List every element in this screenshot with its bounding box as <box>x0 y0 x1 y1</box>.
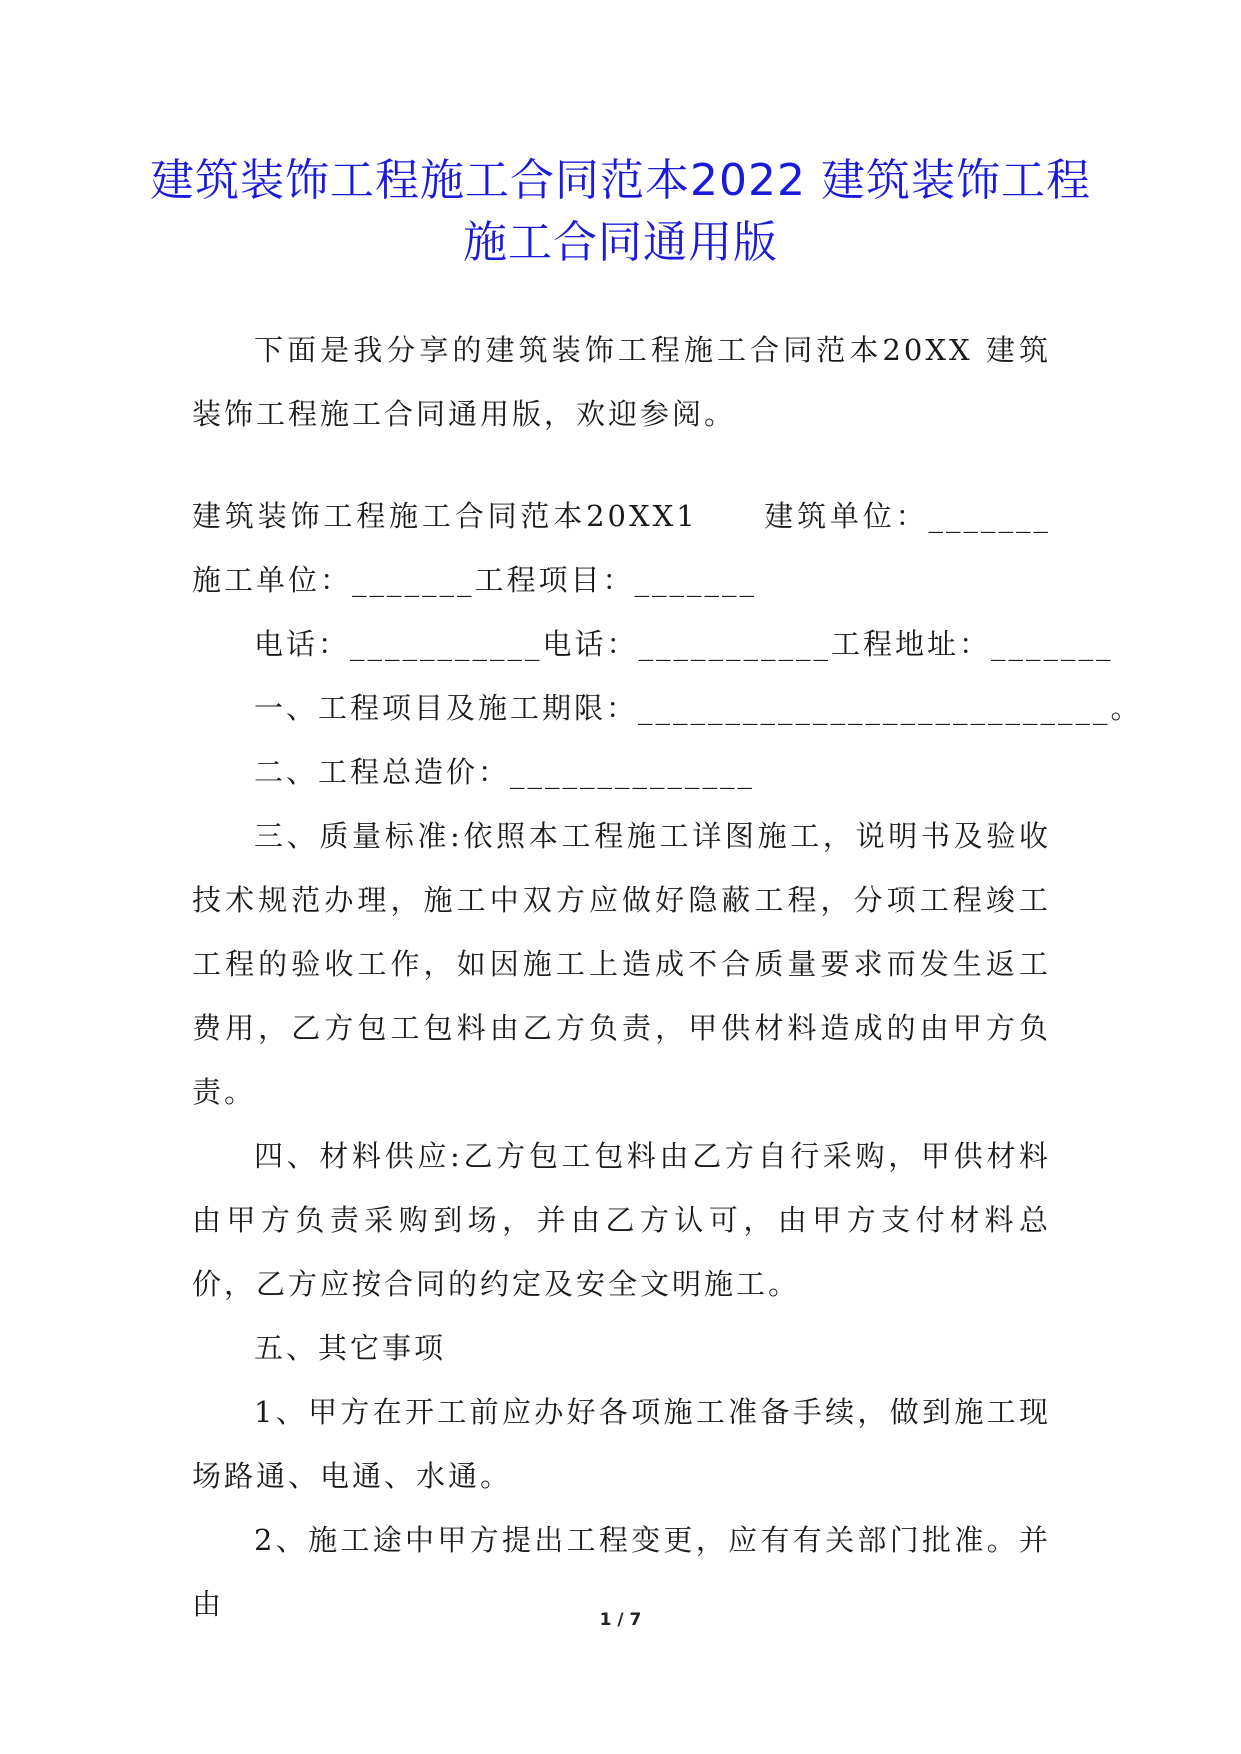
clause-2-total-cost: 二、工程总造价：______________ <box>254 755 756 789</box>
other-matter-1: 1、甲方在开工前应办好各项施工准备手续，做到施工现场路通、电通、水通。 <box>192 1395 1051 1493</box>
clause-5-other-matters: 五、其它事项 <box>254 1331 447 1365</box>
clause-3-quality-standard: 三、质量标准:依照本工程施工详图施工，说明书及验收技术规范办理，施工中双方应做好隐蔽工程，分项工程竣工工程的验收工作，如因施工上造成不合质量要求而发生返工费用，乙方包工包料由乙方负责，甲供材料造成的由甲方负责。 <box>192 819 1051 1109</box>
other-matter-2: 2、施工途中甲方提出工程变更，应有有关部门批准。并由 <box>192 1523 1051 1621</box>
intro-paragraph: 下面是我分享的建筑装饰工程施工合同范本20XX 建筑装饰工程施工合同通用版，欢迎参阅。 <box>192 333 1051 431</box>
contract-header-paragraph: 建筑装饰工程施工合同范本20XX1 建筑单位：_______施工单位：_______工程项目：_______ <box>192 499 1051 597</box>
clause-4-material-supply: 四、材料供应:乙方包工包料由乙方自行采购，甲供材料由甲方负责采购到场，并由乙方认可，由甲方支付材料总价，乙方应按合同的约定及安全文明施工。 <box>192 1139 1051 1301</box>
phone-address-line: 电话：___________电话：___________工程地址：_______ <box>254 627 1114 661</box>
page-number: 1 / 7 <box>599 1610 642 1630</box>
intro-block <box>192 318 1051 446</box>
contract-body <box>192 484 1143 1636</box>
clause-1-project-period: 一、工程项目及施工期限：___________________________。 <box>254 691 1143 725</box>
document-title: 建筑装饰工程施工合同范本2022 建筑装饰工程施工合同通用版 <box>150 155 1091 268</box>
